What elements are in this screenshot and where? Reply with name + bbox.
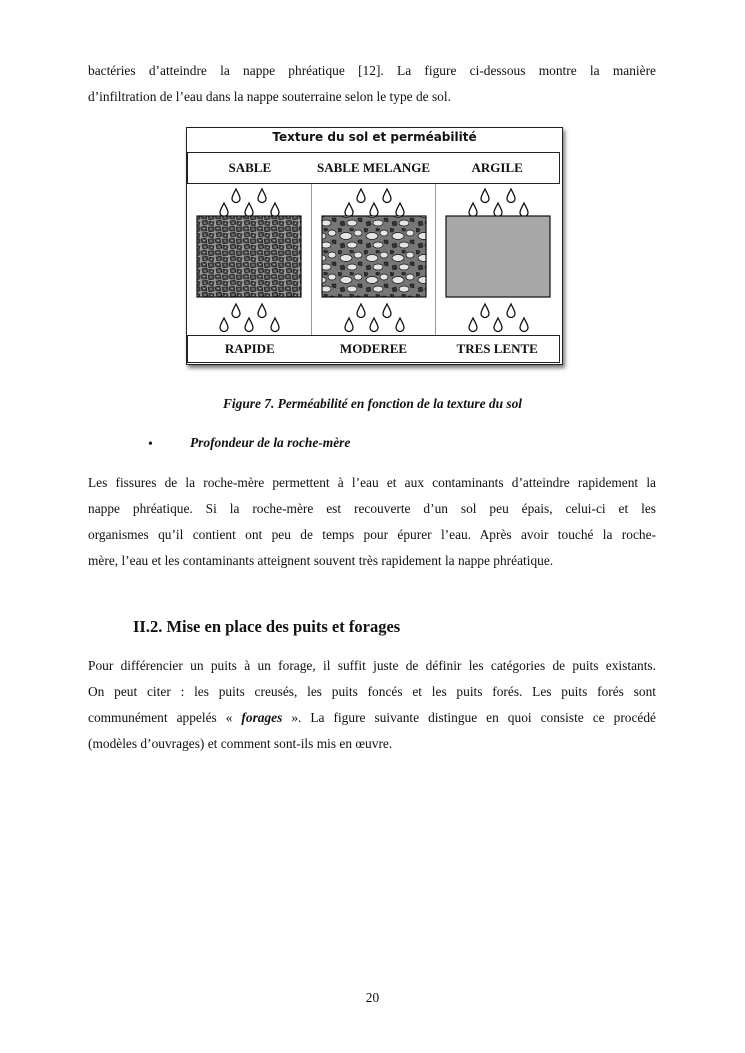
drops-top-icon — [220, 189, 279, 217]
bullet-icon: • — [148, 437, 153, 452]
figure-caption: Figure 7. Perméabilité en fonction de la texture du sol — [222, 396, 523, 411]
page-number: 20 — [365, 990, 380, 1005]
text-line: organismes qu’il contient ont peu de temps pour épurer l’eau. Après avoir touché la roche- — [88, 527, 656, 542]
sable-illustration — [187, 184, 311, 335]
drops-bottom-icon — [345, 304, 404, 332]
text-line — [88, 705, 656, 731]
text-line: nappe phréatique. Si la roche-mère est recouverte d’un sol peu épais, celui-ci et les — [88, 501, 656, 516]
paragraph-roche-mere — [88, 470, 656, 574]
sable-panel — [187, 184, 312, 335]
section-heading: II.2. Mise en place des puits et forages — [133, 617, 401, 636]
argile-illustration — [436, 184, 560, 335]
text-line: Pour différencier un puits à un forage, il suffit juste de définir les catégories de puits existants. — [88, 658, 656, 673]
figure-body — [187, 184, 560, 335]
column-label-argile: ARGILE — [471, 160, 523, 175]
text-fragment: ». La figure suivante distingue en quoi consiste ce procédé — [282, 710, 656, 725]
figure-header-row — [187, 152, 560, 184]
argile-panel — [436, 184, 560, 335]
column-label-sable: SABLE — [228, 160, 272, 175]
drops-top-icon — [469, 189, 528, 217]
column-label-sable-melange: SABLE MELANGE — [316, 160, 431, 175]
text-line: d’infiltration de l’eau dans la nappe souterraine selon le type de sol. — [88, 89, 451, 104]
bullet-subheading: Profondeur de la roche-mère — [190, 435, 351, 450]
drops-top-icon — [345, 189, 404, 217]
sable-melange-illustration — [312, 184, 436, 335]
paragraph-intro — [88, 58, 656, 110]
figure-title: Texture du sol et perméabilité — [272, 130, 477, 144]
rate-label-rapide: RAPIDE — [224, 341, 275, 356]
paragraph-puits-forages — [88, 653, 656, 757]
rate-label-moderee: MODEREE — [339, 341, 408, 356]
emphasis-forages: forages — [241, 710, 283, 725]
text-line: mère, l’eau et les contaminants atteignent souvent très rapidement la nappe phréatique. — [88, 553, 554, 568]
text-line: On peut citer : les puits creusés, les puits foncés et les puits forés. Les puits forés sont — [88, 684, 656, 699]
rate-label-tres-lente: TRES LENTE — [456, 341, 538, 356]
text-line: bactéries d’atteindre la nappe phréatique [12]. La figure ci-dessous montre la manière — [88, 63, 656, 78]
soil-permeability-figure — [186, 127, 563, 365]
drops-bottom-icon — [220, 304, 279, 332]
figure-footer-row — [187, 335, 560, 363]
drops-bottom-icon — [469, 304, 528, 332]
text-fragment: communément appelés « — [88, 710, 242, 725]
sable-melange-panel — [312, 184, 437, 335]
text-line: Les fissures de la roche-mère permettent à l’eau et aux contaminants d’atteindre rapidement la — [88, 475, 656, 490]
text-line: (modèles d’ouvrages) et comment sont-ils mis en œuvre. — [88, 736, 393, 751]
